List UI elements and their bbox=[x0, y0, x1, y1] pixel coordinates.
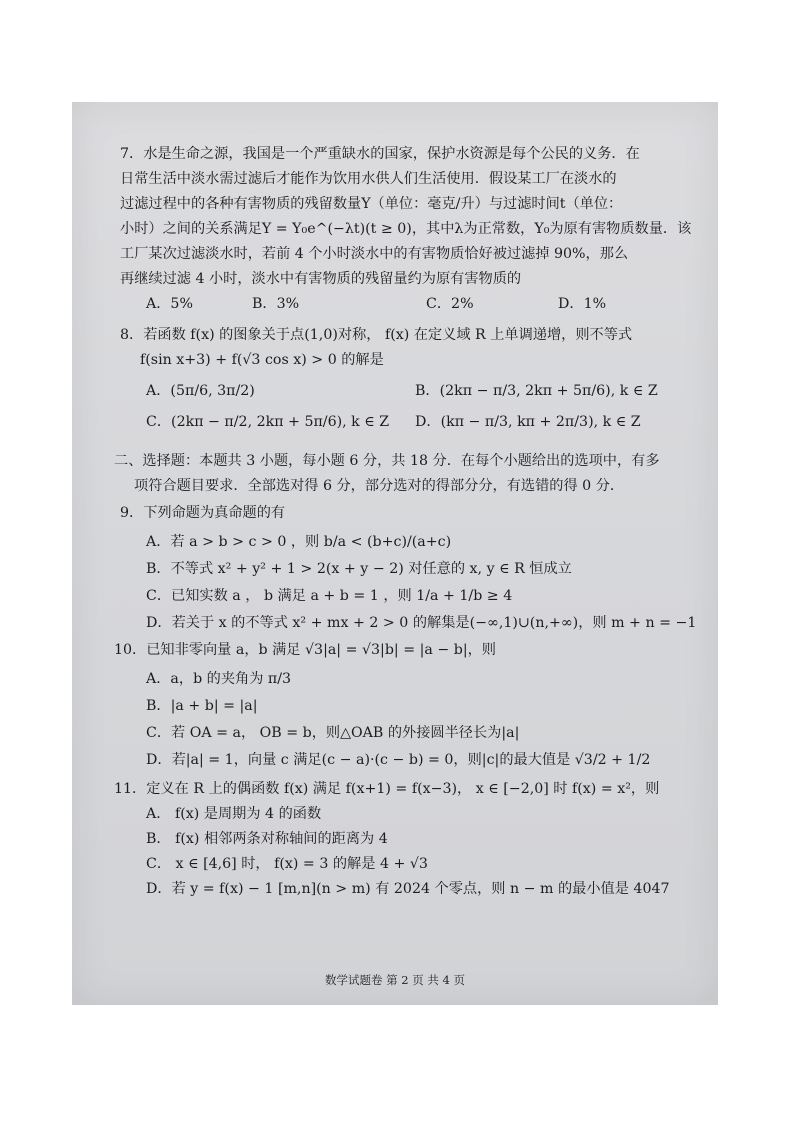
q7-line: 日常生活中淡水需过滤后才能作为饮用水供人们生活使用．假设某工厂在淡水的 bbox=[120, 171, 617, 187]
question-10 bbox=[114, 638, 710, 773]
q8-option-a: A．(5π/6, 3π/2) bbox=[146, 383, 255, 399]
q8-line: f(sin x+3) + f(√3 cos x) > 0 的解是 bbox=[140, 352, 384, 368]
q11-option-c: C． x ∈ [4,6] 时， f(x) = 3 的解是 4 + √3 bbox=[146, 856, 428, 872]
q11-stem: 11．定义在 R 上的偶函数 f(x) 满足 f(x+1) = f(x−3)， x ∈ [−2,0] 时 f(x) = x²，则 bbox=[114, 781, 660, 797]
page-content bbox=[114, 142, 710, 902]
q8-options-row2 bbox=[120, 410, 710, 435]
q8-option-b: B．(2kπ − π/3, 2kπ + 5π/6), k ∈ Z bbox=[415, 383, 658, 399]
question-9 bbox=[120, 501, 710, 636]
q9-option-a: A．若 a > b > c > 0 ，则 b/a < (b+c)/(a+c) bbox=[146, 534, 452, 550]
q7-line: 7．水是生命之源，我国是一个严重缺水的国家，保护水资源是每个公民的义务．在 bbox=[120, 146, 640, 162]
q7-option-a: A．5% bbox=[146, 296, 193, 312]
q11-option-a: A． f(x) 是周期为 4 的函数 bbox=[146, 806, 322, 822]
q10-option-c: C．若 OA = a， OB = b，则△OAB 的外接圆半径长为|a| bbox=[146, 725, 520, 741]
q9-stem: 9．下列命题为真命题的有 bbox=[120, 505, 286, 521]
page-footer: 数学试题卷 第 2 页 共 4 页 bbox=[324, 973, 466, 987]
q7-line: 过滤过程中的各种有害物质的残留数量Y（单位：毫克/升）与过滤时间t（单位： bbox=[120, 196, 623, 212]
q8-option-d: D．(kπ − π/3, kπ + 2π/3), k ∈ Z bbox=[415, 414, 641, 430]
q11-option-b: B． f(x) 相邻两条对称轴间的距离为 4 bbox=[146, 831, 388, 847]
section-2-line: 项符合题目要求．全部选对得 6 分，部分选对的得部分分，有选错的得 0 分． bbox=[134, 478, 625, 494]
question-7 bbox=[120, 142, 710, 317]
section-2-line: 二、选择题：本题共 3 小题，每小题 6 分，共 18 分．在每个小题给出的选项中，有多 bbox=[114, 453, 660, 469]
section-2-heading bbox=[114, 449, 710, 499]
q9-option-c: C．已知实数 a ， b 满足 a + b = 1 ，则 1/a + 1/b ≥ 4 bbox=[146, 588, 513, 604]
q10-option-d: D．若|a| = 1，向量 c 满足(c − a)·(c − b) = 0，则|c|的最大值是 √3/2 + 1/2 bbox=[146, 752, 651, 768]
q10-stem: 10．已知非零向量 a，b 满足 √3|a| = √3|b| = |a − b|，则 bbox=[114, 642, 496, 658]
question-8 bbox=[120, 323, 710, 435]
question-11 bbox=[114, 777, 710, 902]
q7-line: 工厂某次过滤淡水时，若前 4 个小时淡水中的有害物质恰好被过滤掉 90%，那么 bbox=[120, 246, 629, 262]
exam-paper bbox=[72, 102, 718, 1005]
q7-option-c: C．2% bbox=[426, 296, 474, 312]
q7-options bbox=[120, 292, 710, 317]
q10-option-b: B．|a + b| = |a| bbox=[146, 698, 258, 714]
q9-option-d: D．若关于 x 的不等式 x² + mx + 2 > 0 的解集是(−∞,1)∪(n,+∞)，则 m + n = −1 bbox=[146, 615, 697, 631]
q8-option-c: C．(2kπ − π/2, 2kπ + 5π/6), k ∈ Z bbox=[146, 414, 390, 430]
q8-line: 8．若函数 f(x) 的图象关于点(1,0)对称， f(x) 在定义域 R 上单调递增，则不等式 bbox=[120, 327, 633, 343]
q7-option-b: B．3% bbox=[252, 296, 300, 312]
q9-option-b: B．不等式 x² + y² + 1 > 2(x + y − 2) 对任意的 x, y ∈ R 恒成立 bbox=[146, 561, 572, 577]
q7-line: 再继续过滤 4 小时，淡水中有害物质的残留量约为原有害物质的 bbox=[120, 271, 522, 287]
q7-line: 小时）之间的关系满足Y = Y₀e^(−λt)(t ≥ 0)，其中λ为正常数，Y₀为原有害物质数量．该 bbox=[120, 221, 692, 237]
q10-option-a: A．a，b 的夹角为 π/3 bbox=[146, 671, 292, 687]
q11-option-d: D．若 y = f(x) − 1 [m,n](n > m) 有 2024 个零点，则 n − m 的最小值是 4047 bbox=[146, 881, 670, 897]
q8-options-row1 bbox=[120, 379, 710, 404]
q7-option-d: D．1% bbox=[558, 296, 607, 312]
